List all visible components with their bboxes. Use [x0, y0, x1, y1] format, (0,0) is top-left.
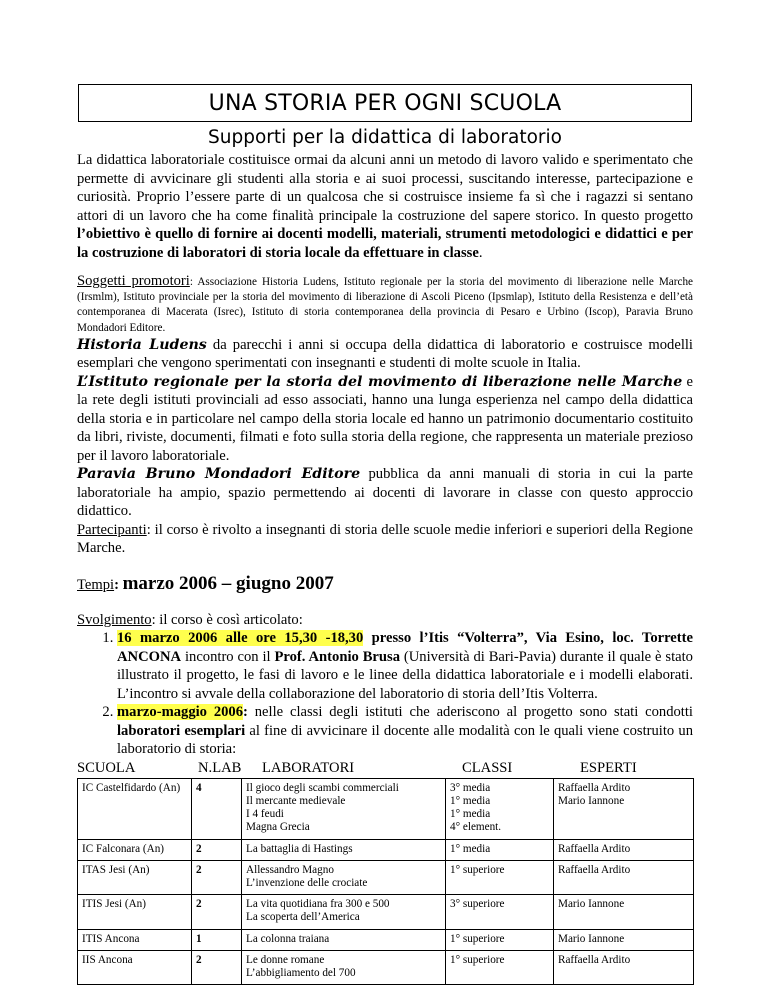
table-row — [78, 839, 694, 860]
intro-text: La didattica laboratoriale costituisce ormai da alcuni anni un metodo di lavoro valido e sperimentato che permette di avvicinare gli studenti alla storia e ai suoi processi, suscitando interesse, partecipazione e curiosità. Proprio l’essere parte di un qualcosa che si costruisce insieme fa sì che i ragazzi si sentano attori di un lavoro che ha come finalità principale la costruzione del sapere storico. In questo progetto — [77, 152, 693, 224]
table-row — [78, 895, 694, 929]
cell-classi: 1° superiore — [446, 950, 554, 984]
cell-nlab: 4 — [192, 778, 242, 839]
cell-laboratori: Allessandro Magno L’invenzione delle crociate — [242, 860, 446, 894]
cell-esperti: Mario Iannone — [554, 895, 694, 929]
table-row — [78, 929, 694, 950]
table-header — [77, 759, 693, 777]
cell-nlab: 2 — [192, 839, 242, 860]
cell-laboratori: La vita quotidiana fra 300 e 500 La scoperta dell’America — [242, 895, 446, 929]
table-row — [78, 860, 694, 894]
promotori-text: : Associazione Historia Ludens, Istituto regionale per la storia del movimento di liberazione nelle Marche (Irsmlm), Istituto provinciale per la storia del movimento di liberazione di Ascoli Piceno (Ipsmlap), Istituto della Resistenza e dell’età contemporanea di Macerata (Isrec), Istituto di storia contemporanea della provincia di Pesaro e Urbino (Iscop), Paravia Bruno Mondadori Editore. — [77, 276, 693, 334]
title-box — [78, 84, 692, 122]
promotori-paragraph — [77, 274, 693, 336]
cell-scuola: IC Castelfidardo (An) — [78, 778, 192, 839]
cell-classi: 1° superiore — [446, 929, 554, 950]
partecipanti-label: Partecipanti — [77, 521, 147, 538]
tempi-colon: : — [114, 576, 123, 593]
cell-esperti: Raffaella Ardito Mario Iannone — [554, 778, 694, 839]
svolgimento-section — [77, 611, 693, 759]
cell-scuola: ITIS Jesi (An) — [78, 895, 192, 929]
page-title: UNA STORIA PER OGNI SCUOLA — [208, 90, 562, 116]
cell-esperti: Raffaella Ardito — [554, 839, 694, 860]
header-classi: CLASSI — [462, 759, 513, 776]
promotori-label: Soggetti promotori — [77, 273, 190, 289]
cell-nlab: 2 — [192, 860, 242, 894]
cell-laboratori: Le donne romane L’abbigliamento del 700 — [242, 950, 446, 984]
labs-table-body — [78, 778, 694, 984]
cell-laboratori: La battaglia di Hastings — [242, 839, 446, 860]
item1-date: 16 marzo 2006 alle ore 15,30 -18,30 — [117, 630, 364, 647]
cell-laboratori: La colonna traiana — [242, 929, 446, 950]
cell-classi: 1° media — [446, 839, 554, 860]
svolgimento-text: : il corso è così articolato: — [151, 611, 303, 628]
istituto-paragraph — [77, 373, 693, 466]
labs-table — [77, 778, 694, 985]
cell-scuola: ITAS Jesi (An) — [78, 860, 192, 894]
cell-classi: 3° media 1° media 1° media 4° element. — [446, 778, 554, 839]
cell-classi: 3° superiore — [446, 895, 554, 929]
cell-scuola: ITIS Ancona — [78, 929, 192, 950]
intro-end: . — [478, 244, 483, 261]
historia-paragraph — [77, 336, 693, 373]
header-laboratori: LABORATORI — [262, 759, 355, 776]
list-item-1 — [117, 629, 693, 703]
list-item-2 — [117, 703, 693, 759]
partecipanti-text: : il corso è rivolto a insegnanti di storia delle scuole medie inferiori e superiori della Regione Marche. — [77, 521, 693, 557]
svolgimento-heading — [77, 611, 693, 630]
cell-esperti: Mario Iannone — [554, 929, 694, 950]
cell-classi: 1° superiore — [446, 860, 554, 894]
intro-objective: l’obiettivo è quello di fornire ai docenti modelli, materiali, strumenti metodologici e didattici e per la costruzione di laboratori di storia locale da effettuare in classe — [77, 226, 693, 261]
cell-nlab: 2 — [192, 950, 242, 984]
header-scuola: SCUOLA — [77, 759, 136, 776]
paravia-name: Paravia Bruno Mondadori Editore — [77, 466, 361, 483]
item1-text1: incontro con il — [181, 648, 275, 665]
paravia-text: pubblica da anni manuali di storia in cui la parte laboratoriale ha ampio, spazio permettendo ai docenti di lavorare in classe con questo approccio didattico. — [77, 466, 693, 520]
istituto-text: e la rete degli istituti provinciali ad esso associati, hanno una lunga esperienza nel campo della didattica della storia e in particolare nel campo della storia locale ed hanno un patrimonio documentario costituito da libri, riviste, documenti, filmati e foto sulla storia della regione, che rappresenta un materiale prezioso per il lavoro laboratoriale. — [77, 373, 693, 464]
cell-laboratori: Il gioco degli scambi commerciali Il mercante medievale I 4 feudi Magna Grecia — [242, 778, 446, 839]
intro-paragraph — [77, 151, 693, 262]
item2-date: marzo-maggio 2006 — [117, 704, 244, 721]
item2-text1: nelle classi degli istituti che aderiscono al progetto sono stati condotti — [247, 704, 693, 721]
header-nlab: N.LAB — [198, 759, 242, 776]
item2-text2: al fine di avvicinare il docente alle modalità con le quali viene costruito un laboratorio di storia: — [117, 722, 693, 758]
istituto-name: L’Istituto regionale per la storia del movimento di liberazione nelle Marche — [77, 373, 683, 390]
cell-esperti: Raffaella Ardito — [554, 950, 694, 984]
item2-bold: laboratori esemplari — [117, 722, 246, 739]
cell-scuola: IIS Ancona — [78, 950, 192, 984]
document-page — [77, 84, 693, 985]
header-esperti: ESPERTI — [580, 759, 637, 776]
tempi-line — [77, 572, 693, 597]
item1-prof: Prof. Antonio Brusa — [274, 648, 400, 665]
page-subtitle: Supporti per la didattica di laboratorio — [207, 127, 562, 148]
cell-esperti: Raffaella Ardito — [554, 860, 694, 894]
tempi-value: marzo 2006 – giugno 2007 — [122, 572, 334, 594]
historia-name: Historia Ludens — [77, 336, 207, 353]
item1-location: presso l’Itis “Volterra”, Via Esino, loc. Torrette ANCONA — [117, 630, 693, 665]
paravia-paragraph — [77, 465, 693, 521]
cell-nlab: 1 — [192, 929, 242, 950]
cell-scuola: IC Falconara (An) — [78, 839, 192, 860]
table-row — [78, 950, 694, 984]
item2-colon: : — [243, 704, 248, 721]
item1-text2: (Università di Bari-Pavia) durante il quale è stato illustrato il progetto, le fasi di lavoro e le linee della didattica laboratoriale e i modelli elaborati. L’incontro si avvale della collaborazione del laboratorio di storia dell’Itis Volterra. — [117, 648, 693, 702]
table-row — [78, 778, 694, 839]
partecipanti-paragraph — [77, 521, 693, 558]
historia-text: da parecchi i anni si occupa della didattica di laboratorio e costruisce modelli esemplari che vengono sperimentati con insegnanti e studenti di molte scuole in Italia. — [77, 336, 693, 372]
svolgimento-label: Svolgimento — [77, 611, 152, 628]
cell-nlab: 2 — [192, 895, 242, 929]
svolgimento-list — [77, 629, 693, 759]
tempi-label: Tempi — [77, 576, 115, 593]
